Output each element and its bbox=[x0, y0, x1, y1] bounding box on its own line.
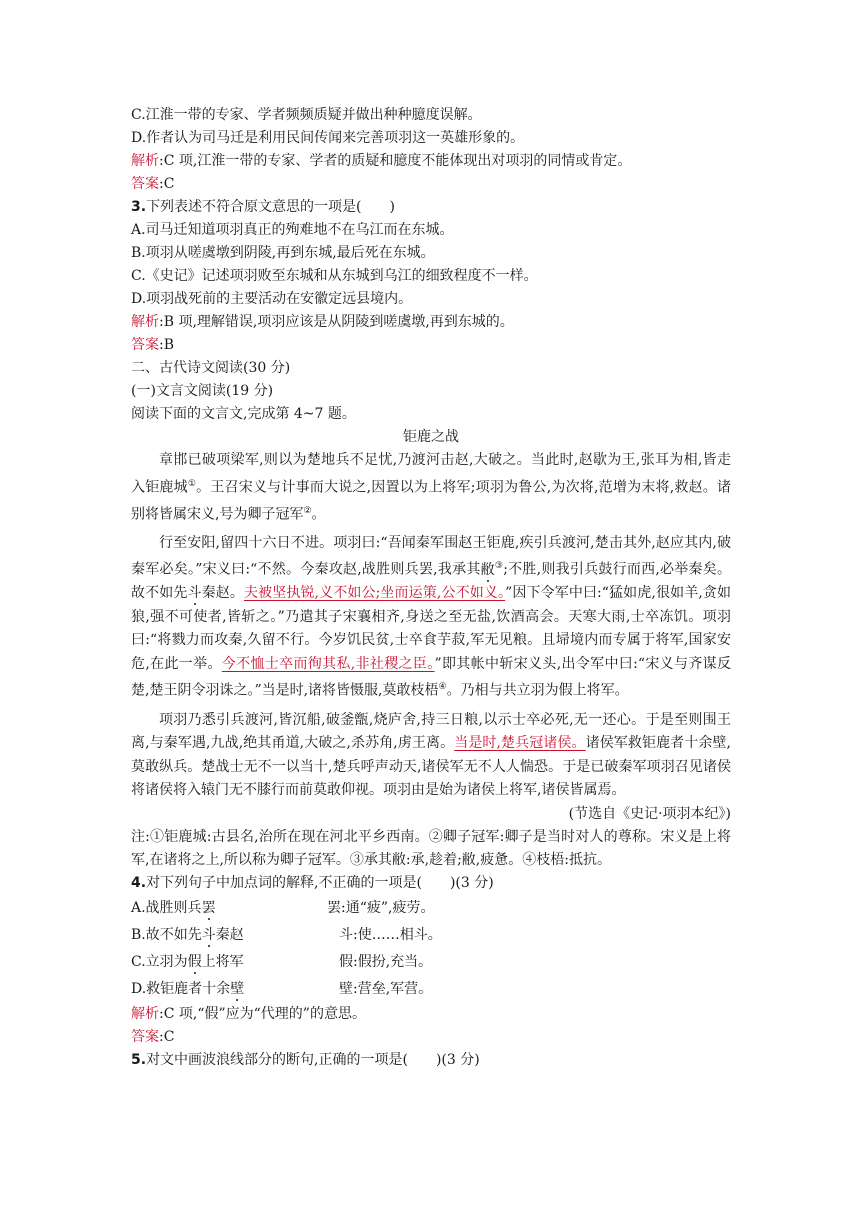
passage-paragraph-3: 项羽乃悉引兵渡河,皆沉船,破釜甑,烧庐舍,持三日粮,以示士卒必死,无一还心。于是至则围王离,与秦军遇,九战,绝其甬道,大破之,杀苏角,虏王离。当是时,楚兵冠诸侯。诸侯军救钜鹿者十余壁,莫敢纵兵。楚战士无不一以当十,楚兵呼声动天,诸侯军无不人人惴恐。于是已破秦军项羽召见诸侯将诸侯将入辕门无不膝行而前莫敢仰视。项羽由是始为诸侯上将军,诸侯皆属焉。 bbox=[131, 711, 732, 799]
analysis-label: 解析 bbox=[131, 153, 159, 169]
q3-option-b: B.项羽从嗟虞墩到阴陵,再到东城,最后死在东城。 bbox=[131, 245, 435, 261]
passage-source: (节选自《史记·项羽本纪》) bbox=[568, 805, 731, 822]
q3-option-a: A.司马迁知道项羽真正的殉难地不在乌江而在东城。 bbox=[131, 222, 454, 238]
q4-option-a: A.战胜则兵罢 罢:通“疲”,疲劳。 bbox=[131, 899, 435, 916]
q4-answer: 答案:C bbox=[131, 1028, 175, 1045]
underlined-sentence-2: 今不恤士卒而徇其私,非社稷之臣。 bbox=[221, 655, 435, 672]
q2-answer: 答案:C bbox=[131, 176, 175, 192]
q3-stem: 3.下列表述不符合原文意思的一项是( ) bbox=[131, 199, 395, 215]
section-instruction: 阅读下面的文言文,完成第 4~7 题。 bbox=[131, 406, 356, 422]
passage-notes: 注:①钜鹿城:古县名,治所在现在河北平乡西南。②卿子冠军:卿子是当时对人的尊称。宋义是上将军,在诸将之上,所以称为卿子冠军。③承其敝:承,趁着;敝,疲惫。④枝梧:抵抗。 bbox=[131, 828, 731, 868]
q4-option-b: B.故不如先斗秦赵 斗:使……相斗。 bbox=[131, 926, 442, 943]
document-page bbox=[131, 104, 731, 1072]
answer-label: 答案 bbox=[131, 337, 159, 353]
q2-analysis: 解析:C 项,江淮一带的专家、学者的质疑和臆度不能体现出对项羽的同情或肯定。 bbox=[131, 153, 632, 169]
q3-answer: 答案:B bbox=[131, 337, 175, 353]
passage-paragraph-1: 章邯已破项梁军,则以为楚地兵不足忧,乃渡河击赵,大破之。当此时,赵歇为王,张耳为相,皆走入钜鹿城①。王召宋义与计事而大说之,因置以为上将军;项羽为鲁公,为次将,范增为末将,救赵。诸别将皆属宋义,号为卿子冠军②。 bbox=[131, 452, 732, 523]
answer-label: 答案 bbox=[131, 176, 159, 192]
underlined-sentence-1: 夫被坚执锐,义不如公;坐而运策,公不如义。 bbox=[243, 585, 506, 602]
q3-option-d: D.项羽战死前的主要活动在安徽定远县境内。 bbox=[131, 291, 413, 307]
analysis-label: 解析 bbox=[131, 1005, 159, 1022]
section-subtitle: (一)文言文阅读(19 分) bbox=[131, 383, 274, 399]
passage-title: 钜鹿之战 bbox=[403, 429, 459, 445]
underlined-sentence-3: 当是时,楚兵冠诸侯。 bbox=[454, 735, 586, 752]
q5-stem: 5.对文中画波浪线部分的断句,正确的一项是( )(3 分) bbox=[131, 1051, 480, 1068]
q3-analysis: 解析:B 项,理解错误,项羽应该是从阴陵到嗟虞墩,再到东城的。 bbox=[131, 314, 514, 330]
q4-option-c: C.立羽为假上将军 假:假扮,充当。 bbox=[131, 953, 433, 970]
q4-analysis: 解析:C 项,“假”应为“代理的”的意思。 bbox=[131, 1005, 366, 1022]
q4-option-d: D.救钜鹿者十余壁 壁:营垒,军营。 bbox=[131, 980, 433, 997]
q3-option-c: C.《史记》记述项羽败至东城和从东城到乌江的细致程度不一样。 bbox=[131, 268, 538, 284]
passage-paragraph-2: 行至安阳,留四十六日不进。项羽曰:“吾闻秦军围赵王钜鹿,疾引兵渡河,楚击其外,赵应其内,破秦军必矣。”宋义曰:“不然。今秦攻赵,战胜则兵罢,我承其敝③;不胜,则我引兵鼓行而西,必举秦矣。故不如先斗秦赵。夫被坚执锐,义不如公;坐而运策,公不如义。”因下令军中曰:“猛如虎,很如羊,贪如狼,强不可使者,皆斩之。”乃遣其子宋襄相齐,身送之至无盐,饮酒高会。天寒大雨,士卒冻饥。项羽曰:“将戮力而攻秦,久留不行。今岁饥民贫,士卒食芋菽,军无见粮。且埽境内而专属于将军,国家安危,在此一举。今不恤士卒而徇其私,非社稷之臣。”即其帐中斩宋义头,出令军中曰:“宋义与齐谋反楚,楚王阴令羽诛之。”当是时,诸将皆慑服,莫敢枝梧④。乃相与共立羽为假上将军。 bbox=[131, 534, 732, 700]
q4-stem: 4.对下列句子中加点词的解释,不正确的一项是( )(3 分) bbox=[131, 874, 494, 891]
q2-option-d: D.作者认为司马迁是利用民间传闻来完善项羽这一英雄形象的。 bbox=[131, 130, 525, 146]
analysis-label: 解析 bbox=[131, 314, 159, 330]
section-title: 二、古代诗文阅读(30 分) bbox=[131, 360, 291, 376]
q2-option-c: C.江淮一带的专家、学者频频质疑并做出种种臆度误解。 bbox=[131, 107, 482, 123]
answer-label: 答案 bbox=[131, 1028, 159, 1045]
